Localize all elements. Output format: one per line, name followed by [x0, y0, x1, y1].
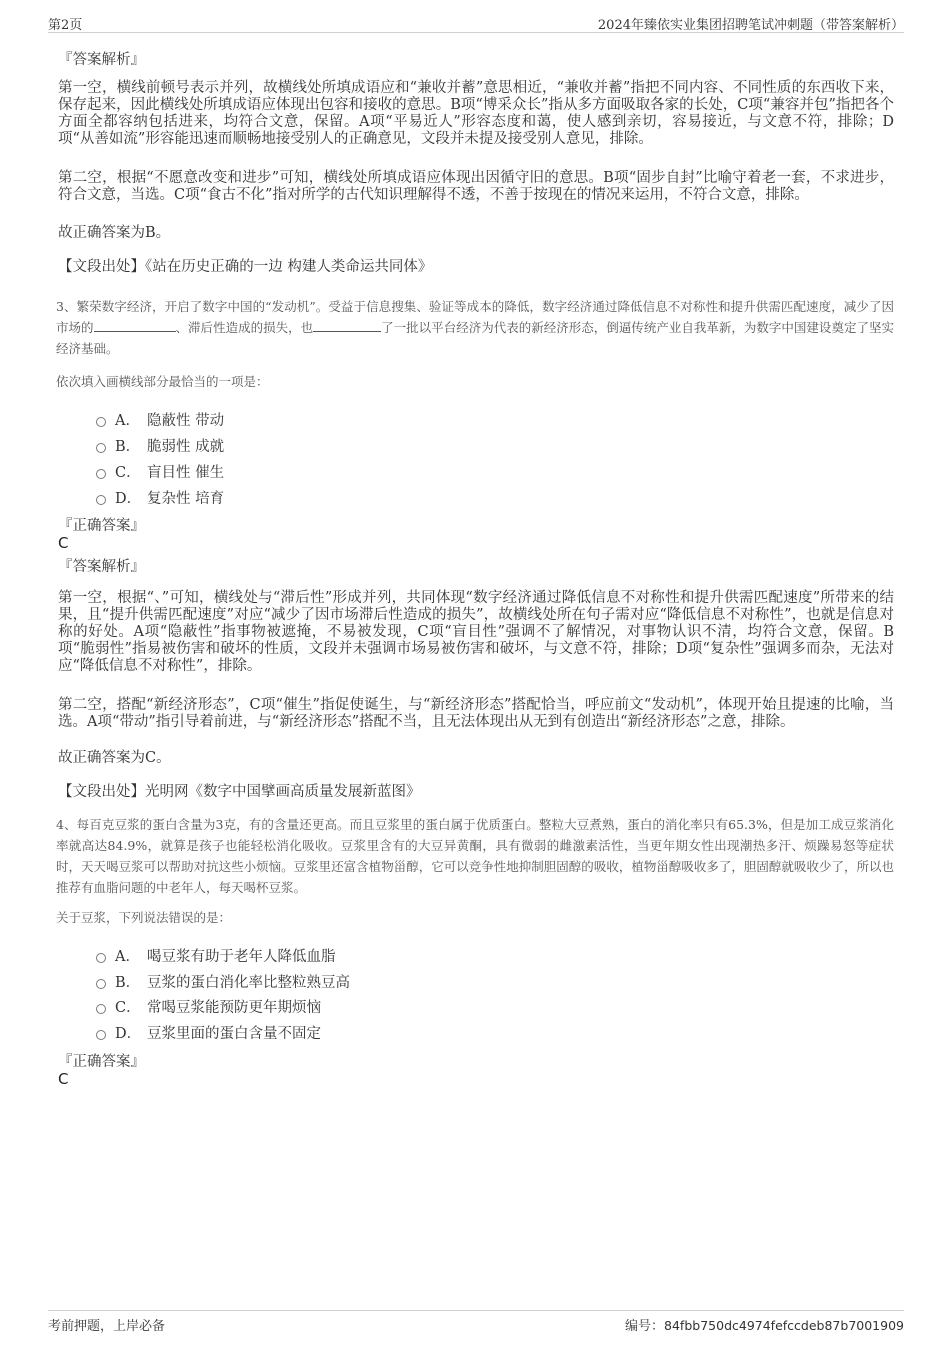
q3-blank-1[interactable] — [94, 319, 176, 332]
q3-analysis-paragraph-2: 第二空，搭配“新经济形态”，C项“催生”指促使诞生，与“新经济形态”搭配恰当，呼应前文“发动机”，体现开始且提速的比喻，当选。A项“带动”指引导着前进，与“新经济形态”搭配不当，且无法体现出从无到有创造出“新经济形态”之意，排除。 — [58, 697, 894, 730]
q2-analysis-paragraph-2: 第二空，根据“不愿意改变和进步”可知，横线处所填成语应体现出因循守旧的意思。B项“固步自封”比喻守着老一套，不求进步，符合文意，当选。C项“食古不化”指对所学的古代知识理解得不透，不善于按现在的情况来运用，不符合文意，排除。 — [58, 170, 894, 203]
q3-correct-answer: C — [58, 534, 69, 552]
page-number: 第2页 — [48, 18, 83, 33]
q3-source: 【文段出处】光明网《数字中国擘画高质量发展新蓝图》 — [58, 784, 421, 800]
document-title: 2024年臻依实业集团招聘笔试冲刺题（带答案解析） — [597, 18, 904, 33]
radio-icon[interactable] — [96, 469, 106, 479]
q3-option-a[interactable]: A． 隐蔽性 带动 — [96, 409, 224, 429]
q4-option-c[interactable]: C． 常喝豆浆能预防更年期烦恼 — [96, 996, 321, 1016]
q3-conclusion: 故正确答案为C。 — [58, 750, 171, 766]
radio-icon[interactable] — [96, 1004, 106, 1014]
radio-icon[interactable] — [96, 417, 106, 427]
q2-analysis-label: 『答案解析』 — [58, 52, 145, 68]
radio-icon[interactable] — [96, 495, 106, 505]
q3-option-b[interactable]: B． 脆弱性 成就 — [96, 435, 224, 455]
q2-analysis-paragraph-1: 第一空，横线前顿号表示并列，故横线处所填成语应和“兼收并蓄”意思相近，“兼收并蓄”指把不同内容、不同性质的东西收下来，保存起来，因此横线处所填成语应体现出包容和接收的意思。B项“博采众长”指从多方面吸取各家的长处，C项“兼容并包”指把各个方面全都容纳包括进来，均符合文意，保留。A项“平易近人”形容态度和蔼，使人感到亲切，容易接近，与文意不符，排除；D项“从善如流”形容能迅速而顺畅地接受别人的正确意见，文段并未提及接受别人意见，排除。 — [58, 80, 894, 147]
q4-correct-label: 『正确答案』 — [58, 1054, 145, 1070]
q3-option-c[interactable]: C． 盲目性 催生 — [96, 461, 224, 481]
q3-correct-label: 『正确答案』 — [58, 518, 145, 534]
radio-icon[interactable] — [96, 443, 106, 453]
q4-option-b[interactable]: B． 豆浆的蛋白消化率比整粒熟豆高 — [96, 971, 350, 991]
q2-source: 【文段出处】《站在历史正确的一边 构建人类命运共同体》 — [58, 259, 433, 275]
q4-option-d[interactable]: D． 豆浆里面的蛋白含量不固定 — [96, 1022, 321, 1042]
q4-question-text: 4、每百克豆浆的蛋白含量为3克，有的含量还更高。而且豆浆里的蛋白属于优质蛋白。整粒大豆煮熟，蛋白的消化率只有65.3%，但是加工成豆浆消化率就高达84.9%，就算是孩子也能轻松消化吸收。豆浆里含有的大豆异黄酮，具有微弱的雌激素活性，当更年期女性出现潮热多汗、烦躁易怒等症状时，天天喝豆浆可以帮助对抗这些小烦恼。豆浆里还富含植物甾醇，它可以竞争性地抑制胆固醇的吸收，植物甾醇吸收多了，胆固醇就吸收少了，所以也推荐有血脂问题的中老年人，每天喝杯豆浆。 — [56, 817, 894, 895]
q4-option-a[interactable]: A． 喝豆浆有助于老年人降低血脂 — [96, 945, 336, 965]
footer-motto: 考前押题，上岸必备 — [48, 1319, 166, 1334]
q4-correct-answer: C — [58, 1070, 69, 1088]
radio-icon[interactable] — [96, 979, 106, 989]
q3-analysis-label: 『答案解析』 — [58, 559, 145, 575]
q2-conclusion: 故正确答案为B。 — [58, 225, 171, 241]
document-code: 编号：84fbb750dc4974fefccdeb87b7001909 — [625, 1318, 904, 1334]
page-header — [48, 12, 904, 33]
radio-icon[interactable] — [96, 953, 106, 963]
page-footer — [48, 1310, 904, 1333]
q3-blank-2[interactable] — [313, 319, 381, 332]
q4-prompt: 关于豆浆，下列说法错误的是： — [56, 910, 232, 925]
q3-analysis-paragraph-1: 第一空，根据“、”可知，横线处与“滞后性”形成并列，共同体现“数字经济通过降低信息不对称性和提升供需匹配速度”所带来的结果，且“提升供需匹配速度”对应“减少了因市场滞后性造成的损失”，故横线处所在句子需对应“降低信息不对称性”，也就是信息对称的好处。A项“隐蔽性”指事物被遮掩，不易被发现，C项“盲目性”强调不了解情况，对事物认识不清，均符合文意，保留。B项“脆弱性”指易被伤害和破坏的性质，文段并未强调市场易被伤害和破坏，与文意不符，排除；D项“复杂性”强调多而杂，无法对应“降低信息不对称性”，排除。 — [58, 590, 894, 674]
q3-prompt: 依次填入画横线部分最恰当的一项是： — [56, 374, 269, 389]
q3-question-text: 3、繁荣数字经济，开启了数字中国的“发动机”。受益于信息搜集、验证等成本的降低，数字经济通过降低信息不对称性和提升供需匹配速度，减少了因市场的 、滞后性造成的损失，也 了一批以平台经济为代表的新经济形态，倒逼传统产业自我革新，为数字中国建设奠定了坚实经济基础。 — [56, 299, 894, 356]
q3-option-d[interactable]: D． 复杂性 培育 — [96, 487, 224, 507]
radio-icon[interactable] — [96, 1030, 106, 1040]
